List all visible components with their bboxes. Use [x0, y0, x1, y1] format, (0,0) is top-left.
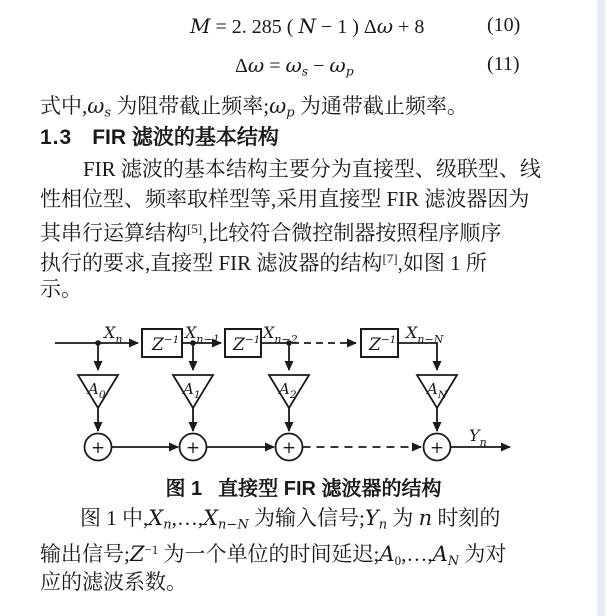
- output-label: $Y_n$: [469, 426, 487, 449]
- delay-block-3-label: $Z^{-1}$: [369, 334, 397, 355]
- text-line: 输出信号$;Z^{-1}$ 为一个单位的时间延迟;A0,…,AN 为对: [40, 542, 507, 569]
- page-edge-band: [597, 0, 605, 616]
- figure-caption: [0, 472, 607, 501]
- section-title: FIR 滤波的基本结构: [92, 126, 279, 149]
- text-line: 其串行运算结构[5],比较符合微控制器按照程序顺序: [40, 221, 502, 246]
- text-line: FIR 滤波的基本结构主要分为直接型、级联型、线: [83, 157, 541, 181]
- gain-label-0: $A_0$: [88, 380, 106, 401]
- gain-label-1: $A_1$: [183, 380, 201, 401]
- delay-block-1-label: $Z^{-1}$: [152, 334, 180, 355]
- paragraph-equation-note: 式中,ωs 为阻带截止频率;ωp 为通带截止频率。: [40, 94, 468, 121]
- gain-label-2: $A_2$: [279, 380, 297, 401]
- equation-10-number: (10): [487, 14, 521, 36]
- equation-10-body: M = 2. 285 ( N − 1 ) Δω + 8: [190, 14, 425, 38]
- tap-label-0: $X_n$: [104, 323, 123, 346]
- tap-label-2: $X_{n-2}$: [263, 323, 298, 346]
- adder-plus-2: +: [281, 438, 297, 458]
- figure-caption-number: 图 1: [165, 478, 203, 500]
- equation-10: [0, 14, 570, 44]
- paragraph-figure-explanation: [40, 503, 570, 599]
- equation-11-body: Δω = ωs − ωp: [235, 53, 354, 79]
- text-line: 应的滤波系数。: [40, 570, 187, 594]
- delay-block-2-label: $Z^{-1}$: [233, 334, 261, 355]
- tap-label-1: $X_{n-1}$: [185, 323, 220, 346]
- figure-1: [0, 315, 607, 475]
- text-line: 图 1 中,Xn,…,Xn−N 为输入信号;Yn 为 n 时刻的: [80, 506, 501, 533]
- equation-11: [0, 53, 570, 83]
- adder-plus-3: +: [429, 438, 445, 458]
- adder-plus-0: +: [90, 438, 106, 458]
- equation-11-number: (11): [487, 53, 520, 75]
- text-line: 性相位型、频率取样型等,采用直接型 FIR 滤波器因为: [40, 187, 530, 211]
- paragraph-fir-structure: [40, 154, 570, 304]
- gain-label-3: $A_N$: [427, 380, 448, 401]
- section-heading: [40, 121, 279, 151]
- section-number: 1.3: [40, 126, 73, 149]
- delayN-out-line: [398, 343, 437, 370]
- text-line: 执行的要求,直接型 FIR 滤波器的结构[7],如图 1 所: [40, 251, 487, 276]
- text-line: 示。: [40, 277, 82, 301]
- adder-plus-1: +: [185, 438, 201, 458]
- fir-filter-diagram: [0, 315, 607, 475]
- figure-caption-text: 直接型 FIR 滤波器的结构: [218, 478, 442, 500]
- tap-label-3: $X_{n-N}$: [406, 323, 444, 346]
